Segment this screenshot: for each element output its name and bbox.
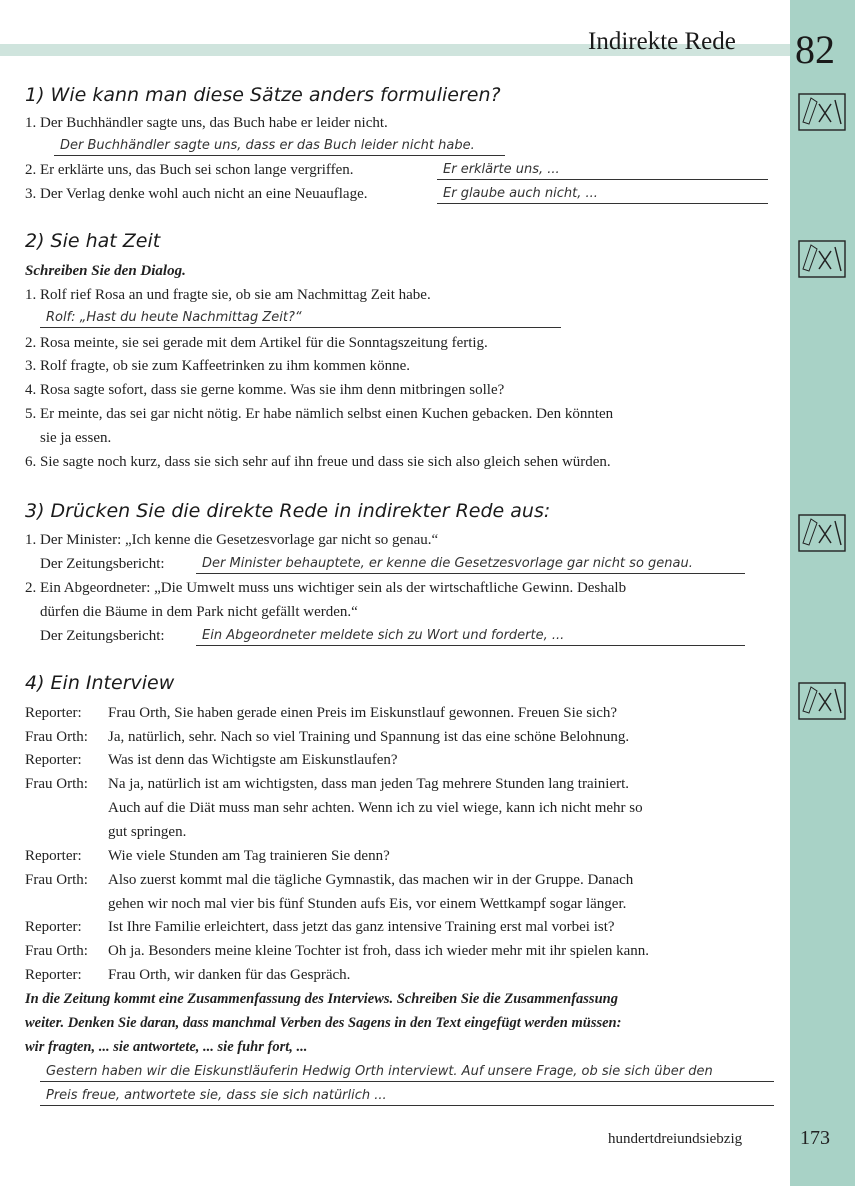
task-instruction: weiter. Denken Sie daran, dass manchmal Verben des Sagens in den Text eingefügt werden müssen: xyxy=(25,1015,622,1031)
pencil-writing-icon xyxy=(797,513,847,553)
dialog-line: Ist Ihre Familie erleichtert, dass jetzt das ganz intensive Training erst mal vorbei ist? xyxy=(108,919,615,935)
exercise-item: 2. Rosa meinte, sie sei gerade mit dem Artikel für die Sonntagszeitung fertig. xyxy=(25,335,488,351)
answer-line[interactable]: Ein Abgeordneter meldete sich zu Wort und forderte, ... xyxy=(196,627,745,646)
answer-line[interactable]: Er glaube auch nicht, ... xyxy=(437,185,768,204)
section-2-instruction: Schreiben Sie den Dialog. xyxy=(25,263,186,279)
section-1-heading: 1) Wie kann man diese Sätze anders formulieren? xyxy=(25,84,501,106)
exercise-item: dürfen die Bäume in dem Park nicht gefällt werden.“ xyxy=(40,604,358,620)
dialog-line: Auch auf die Diät muss man sehr achten. Wenn ich zu viel wiege, kann ich nicht mehr so xyxy=(108,800,643,816)
speaker-label: Frau Orth: xyxy=(25,872,88,888)
pencil-writing-icon xyxy=(797,92,847,132)
dialog-line: gehen wir noch mal vier bis fünf Stunden aufs Eis, vor einem Wettkampf sogar länger. xyxy=(108,896,627,912)
exercise-label: Der Zeitungsbericht: xyxy=(40,556,165,572)
speaker-label: Reporter: xyxy=(25,705,82,721)
side-tab xyxy=(790,0,855,1186)
exercise-item: 3. Der Verlag denke wohl auch nicht an eine Neuauflage. xyxy=(25,186,368,202)
exercise-item: sie ja essen. xyxy=(40,430,112,446)
dialog-line: Oh ja. Besonders meine kleine Tochter ist froh, dass ich wieder mehr mit ihr spielen kann. xyxy=(108,943,650,959)
dialog-line: Was ist denn das Wichtigste am Eiskunstlaufen? xyxy=(108,752,398,768)
answer-line[interactable]: Der Buchhändler sagte uns, dass er das Buch leider nicht habe. xyxy=(54,137,505,156)
section-4-heading: 4) Ein Interview xyxy=(25,672,175,694)
speaker-label: Reporter: xyxy=(25,967,82,983)
chapter-title: Indirekte Rede xyxy=(588,28,736,55)
pencil-writing-icon xyxy=(797,681,847,721)
page-number-words: hundertdreiundsiebzig xyxy=(608,1131,743,1147)
section-3-heading: 3) Drücken Sie die direkte Rede in indirekter Rede aus: xyxy=(25,500,551,522)
answer-line[interactable]: Preis freue, antwortete sie, dass sie sich natürlich ... xyxy=(40,1087,774,1106)
exercise-item: 2. Ein Abgeordneter: „Die Umwelt muss uns wichtiger sein als der wirtschaftliche Gewinn. Deshalb xyxy=(25,580,627,596)
speaker-label: Reporter: xyxy=(25,919,82,935)
exercise-item: 5. Er meinte, das sei gar nicht nötig. Er habe nämlich selbst einen Kuchen gebacken. Den könnten xyxy=(25,406,614,422)
task-instruction: In die Zeitung kommt eine Zusammenfassung des Interviews. Schreiben Sie die Zusammenfassung xyxy=(25,991,618,1007)
speaker-label: Reporter: xyxy=(25,848,82,864)
exercise-item: 3. Rolf fragte, ob sie zum Kaffeetrinken zu ihm kommen könne. xyxy=(25,358,411,374)
answer-line[interactable]: Rolf: „Hast du heute Nachmittag Zeit?“ xyxy=(40,309,561,328)
dialog-line: Wie viele Stunden am Tag trainieren Sie denn? xyxy=(108,848,390,864)
answer-line[interactable]: Er erklärte uns, ... xyxy=(437,161,768,180)
exercise-item: 4. Rosa sagte sofort, dass sie gerne komme. Was sie ihm denn mitbringen solle? xyxy=(25,382,505,398)
page-number: 173 xyxy=(800,1127,830,1149)
pencil-writing-icon xyxy=(797,239,847,279)
section-2-heading: 2) Sie hat Zeit xyxy=(25,230,161,252)
dialog-line: Na ja, natürlich ist am wichtigsten, dass man jeden Tag mehrere Stunden lang trainiert. xyxy=(108,776,630,792)
dialog-line: gut springen. xyxy=(108,824,187,840)
exercise-item: 2. Er erklärte uns, das Buch sei schon lange vergriffen. xyxy=(25,162,354,178)
dialog-line: Frau Orth, Sie haben gerade einen Preis im Eiskunstlauf gewonnen. Freuen Sie sich? xyxy=(108,705,618,721)
task-instruction: wir fragten, ... sie antwortete, ... sie fuhr fort, ... xyxy=(25,1039,308,1055)
chapter-number: 82 xyxy=(795,27,835,72)
exercise-item: 6. Sie sagte noch kurz, dass sie sich sehr auf ihn freue und dass sie sich also gleich sehen würden. xyxy=(25,454,611,470)
speaker-label: Reporter: xyxy=(25,752,82,768)
exercise-label: Der Zeitungsbericht: xyxy=(40,628,165,644)
answer-line[interactable]: Gestern haben wir die Eiskunstläuferin Hedwig Orth interviewt. Auf unsere Frage, ob sie sich über den xyxy=(40,1063,774,1082)
dialog-line: Also zuerst kommt mal die tägliche Gymnastik, das machen wir in der Gruppe. Danach xyxy=(108,872,634,888)
exercise-item: 1. Der Buchhändler sagte uns, das Buch habe er leider nicht. xyxy=(25,115,388,131)
speaker-label: Frau Orth: xyxy=(25,776,88,792)
exercise-item: 1. Der Minister: „Ich kenne die Gesetzesvorlage gar nicht so genau.“ xyxy=(25,532,439,548)
answer-line[interactable]: Der Minister behauptete, er kenne die Gesetzesvorlage gar nicht so genau. xyxy=(196,555,745,574)
dialog-line: Ja, natürlich, sehr. Nach so viel Training und Spannung ist das eine schöne Belohnung. xyxy=(108,729,630,745)
dialog-line: Frau Orth, wir danken für das Gespräch. xyxy=(108,967,351,983)
speaker-label: Frau Orth: xyxy=(25,729,88,745)
speaker-label: Frau Orth: xyxy=(25,943,88,959)
exercise-item: 1. Rolf rief Rosa an und fragte sie, ob sie am Nachmittag Zeit habe. xyxy=(25,287,431,303)
